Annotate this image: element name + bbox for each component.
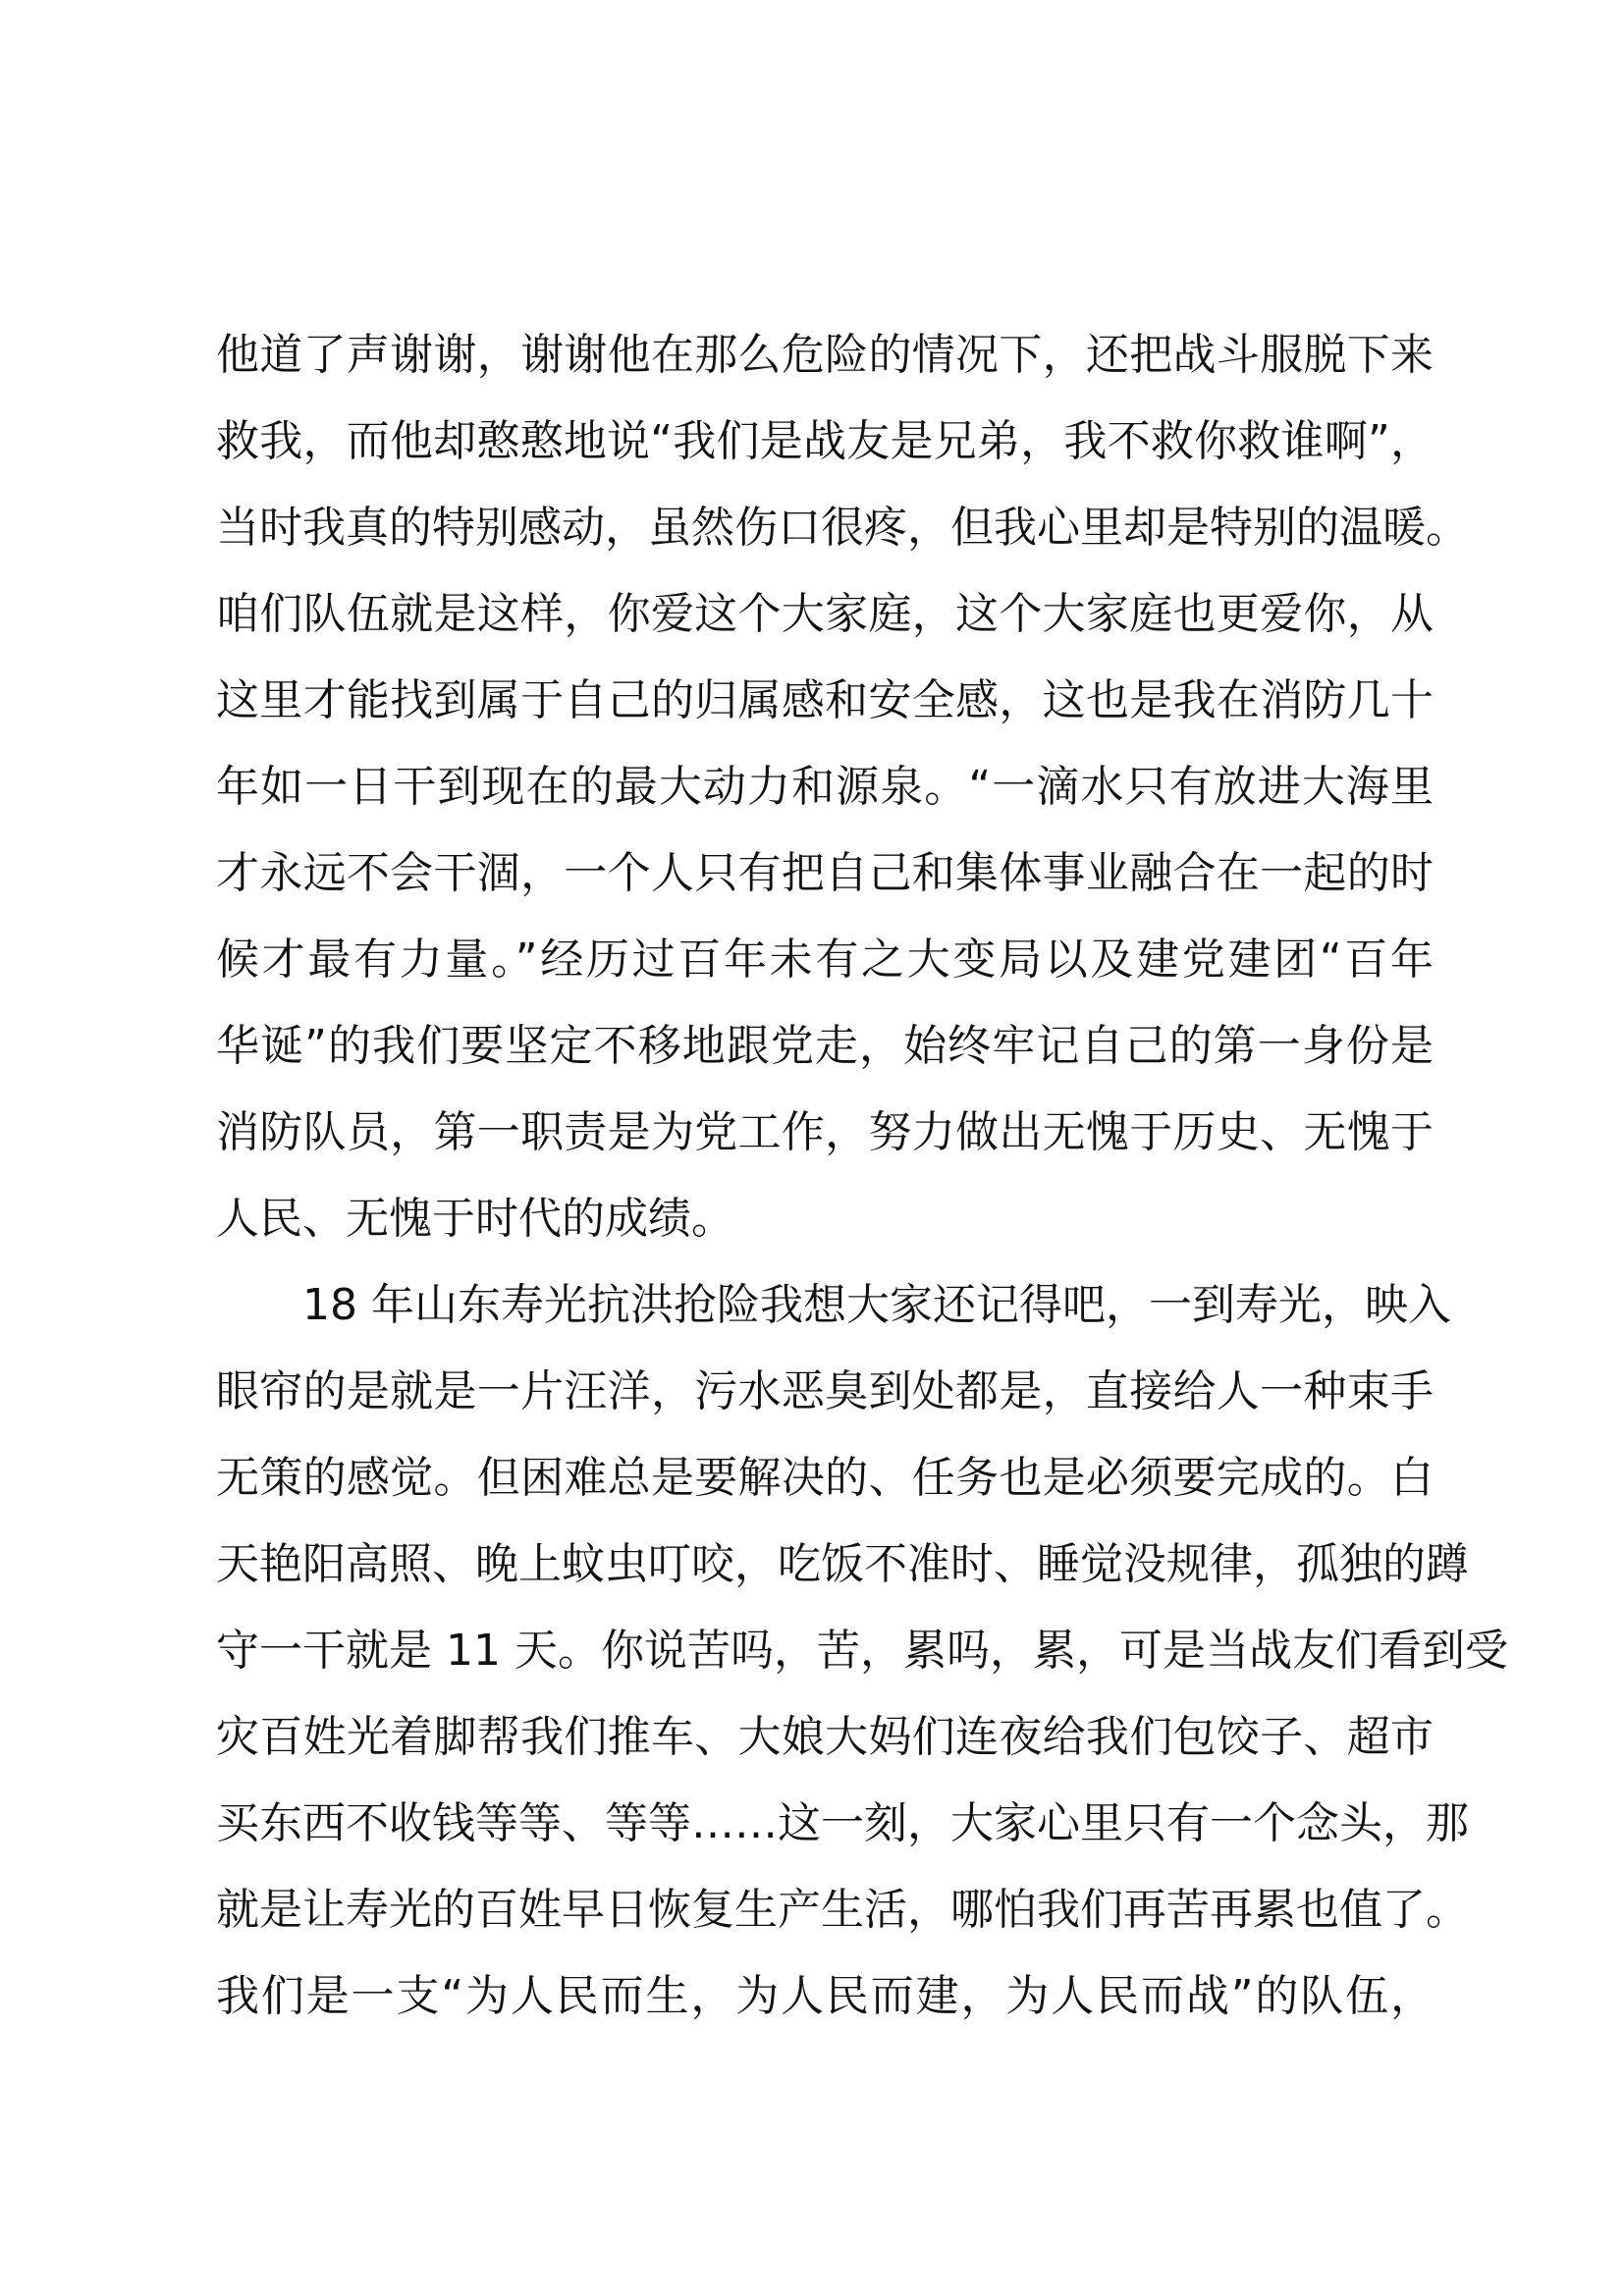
body-text [216, 312, 1508, 2040]
text-line: 救我，而他却憨憨地说“我们是战友是兄弟，我不救你救谁啊”， [216, 416, 1434, 466]
text-line: 我们是一支“为人民而生，为人民而建，为人民而战”的队伍， [216, 1971, 1434, 2021]
text-line: 才永远不会干涸，一个人只有把自己和集体事业融合在一起的时 [216, 848, 1434, 898]
text-line: 天艳阳高照、晚上蚊虫叮咬，吃饭不准时、睡觉没规律，孤独的蹲 [216, 1539, 1469, 1589]
text-line: 咱们队伍就是这样，你爱这个大家庭，这个大家庭也更爱你，从 [216, 589, 1434, 639]
text-line: 消防队员，第一职责是为党工作，努力做出无愧于历史、无愧于 [216, 1107, 1434, 1157]
text-line: 守一干就是 11 天。你说苦吗，苦，累吗，累，可是当战友们看到受 [216, 1626, 1508, 1676]
text-line: 无策的感觉。但困难总是要解决的、任务也是必须要完成的。白 [216, 1453, 1434, 1503]
text-line: 就是让寿光的百姓早日恢复生产生活，哪怕我们再苦再累也值了。 [216, 1885, 1469, 1935]
text-line-paragraph-start: 18 年山东寿光抗洪抢险我想大家还记得吧，一到寿光，映入 [302, 1280, 1451, 1330]
text-line: 灾百姓光着脚帮我们推车、大娘大妈们连夜给我们包饺子、超市 [216, 1712, 1434, 1762]
text-line: 买东西不收钱等等、等等……这一刻，大家心里只有一个念头，那 [216, 1798, 1469, 1848]
text-line: 这里才能找到属于自己的归属感和安全感，这也是我在消防几十 [216, 675, 1434, 725]
text-line: 眼帘的是就是一片汪洋，污水恶臭到处都是，直接给人一种束手 [216, 1366, 1434, 1416]
text-line: 华诞”的我们要坚定不移地跟党走，始终牢记自己的第一身份是 [216, 1021, 1434, 1071]
text-line: 当时我真的特别感动，虽然伤口很疼，但我心里却是特别的温暖。 [216, 503, 1469, 553]
text-line-paragraph-end: 人民、无愧于时代的成绩。 [216, 1194, 734, 1244]
text-line: 候才最有力量。”经历过百年未有之大变局以及建党建团“百年 [216, 934, 1434, 985]
text-line: 他道了声谢谢，谢谢他在那么危险的情况下，还把战斗服脱下来 [216, 330, 1434, 380]
text-line: 年如一日干到现在的最大动力和源泉。“一滴水只有放进大海里 [216, 762, 1434, 812]
